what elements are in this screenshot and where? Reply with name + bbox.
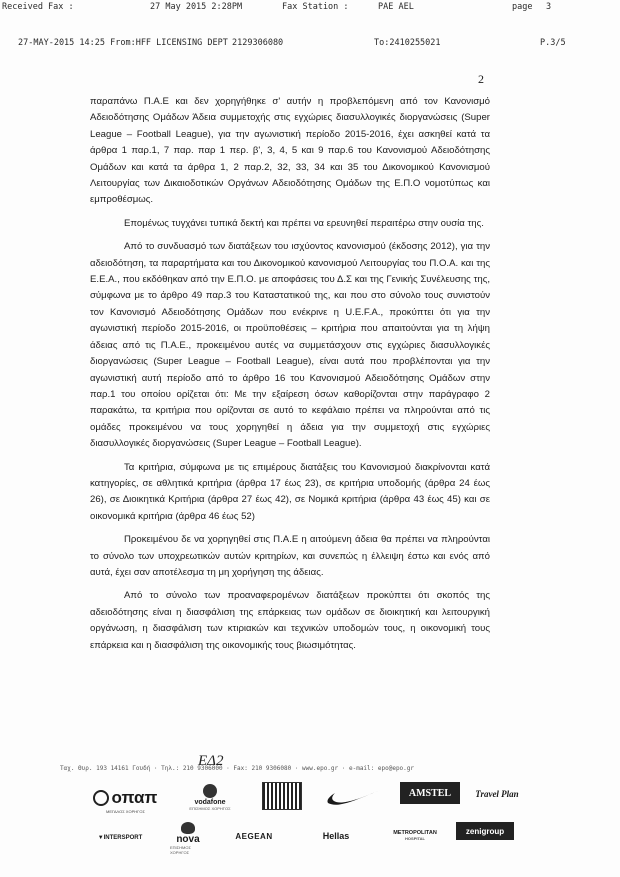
- aegean-wordmark: AEGEAN: [235, 831, 273, 841]
- nova-wordmark: nova: [176, 833, 200, 845]
- footer-address-text: Ταχ. Θυρ. 193 14161 Γουδή · Τηλ.: 210 9306000 · Fax: 210 9306080 · www.epo.gr · e-mail: epo@epo.gr: [60, 765, 415, 772]
- fax-station-name: PAE AEL: [378, 2, 414, 12]
- vodafone-speechmark-icon: [203, 784, 217, 798]
- vodafone-logo: [180, 780, 240, 814]
- opap-wordmark: οπαπ: [111, 788, 158, 807]
- paragraph: παραπάνω Π.Α.Ε και δεν χορηγήθηκε σ' αυτήν η προβλεπόμενη από τον Κανονισμό Αδειοδότησης Ομάδων Άδεια συμμετοχής στις εγχώριες διασυλλογικές διοργανώσεις (Super League – Football League), για την αγωνιστική περίοδο 2015-2016, έχει ασκηθεί κατά τα άρθρα 1 παρ.1, 7 παρ. παρ 1 περ. β', 3, 4, 5 και 9 παρ.6 του Κανονισμού Αδειοδότησης Ομάδων και κατά τα άρθρα 1, 2 παρ.2, 32, 33, 34 και 35 του Δικονομικού Κανονισμού Λειτουργίας των Δικαιοδοτικών Οργάνων Αδειοδότησης Ομάδων της Ε.Π.Ο νομοτύπως και εμπροθέσμως.: [90, 96, 490, 206]
- document-body: [90, 94, 490, 661]
- opap-circle-icon: [93, 790, 109, 806]
- paragraph: Προκειμένου δε να χορηγηθεί στις Π.Α.Ε η αιτούμενη άδεια θα πρέπει να πληρούνται το σύνολο των υποχρεωτικών αυτών κριτηρίων, και συνεπώς η έλλειψη έστω και ενός από αυτά, έχει σαν αποτέλεσμα τη μη χορήγηση της άδειας.: [90, 534, 490, 578]
- metropolitan-logo: [380, 822, 450, 848]
- fax-station-label: Fax Station :: [282, 2, 349, 12]
- fax-received-date: 27 May 2015 2:28PM: [150, 2, 243, 12]
- fax-transmission-line: [0, 38, 620, 52]
- fax-date-time: 27-MAY-2015 14:25 From:HFF LICENSING DEPT: [18, 38, 228, 48]
- page-number: 2: [478, 72, 484, 86]
- travel-plan-logo: Travel Plan: [475, 789, 519, 799]
- footer-address-strip: [60, 753, 550, 775]
- vodafone-sub: ΕΠΙΣΗΜΟΣ ΧΟΡΗΓΟΣ: [189, 805, 231, 811]
- hellas-wordmark: Hellas: [322, 831, 350, 841]
- fax-page-label: page: [512, 2, 533, 12]
- fax-page-num: 3: [546, 2, 552, 12]
- zenigroup-logo: zenigroup: [456, 822, 514, 840]
- paragraph: Επομένως τυγχάνει τυπικά δεκτή και πρέπει να ερευνηθεί περαιτέρω στην ουσία της.: [124, 217, 484, 229]
- metropolitan-sub: HOSPITAL: [405, 835, 425, 841]
- paragraph: Από το συνδυασμό των διατάξεων του ισχύοντος κανονισμού (έκδοσης 2012), για την αδειοδότηση, τα παραρτήματα και του Δικονομικού κανονισμού Λειτουργίας του Π.Ο.Α. και της Ε.Ε.Α., που εκδόθηκαν από την Ε.Π.Ο. με αποφάσεις του Δ.Σ και της Γενικής Συνέλευσης της, σύμφωνα με το άρθρο 49 παρ.3 του Καταστατικού της, και που στο σύνολο τους συνιστούν τον Κανονισμό Αδειοδότησης Ομάδων που ενέκρινε η U.E.F.A., προκύπτει ότι για την αγωνιστική περίοδο 2015-2016, οι προϋποθέσεις – κριτήρια που απαιτούνται για τη λήψη άδειας από τις Π.Α.Ε., προκειμένου αυτές να συμμετάσχουν στις εγχώριες διασυλλογικές διοργανώσεις (Super League – Football League), είναι αυτά που προβλέπονται για την αγωνιστική αυτή περίοδο από το άρθρο 16 του Κανονισμού Αδειοδότησης Ομάδων στην παρ.1 του οποίου ορίζεται ότι: Με την εξαίρεση όσων καθορίζονται στην παράγραφο 2 παρακάτω, τα κριτήρια που ορίζονται σε αυτό το κεφάλαιο πρέπει να πληρούνται από τις ομάδες προκειμένου να τους χορηγηθεί η άδεια για την συμμετοχή στις εγχώριες διασυλλογικές διοργανώσεις (Super League – Football League).: [90, 241, 490, 450]
- opap-sub: ΜΕΓΑΛΟΣ ΧΟΡΗΓΟΣ: [106, 809, 145, 814]
- fax-from-number: 2129306080: [232, 38, 284, 48]
- fax-to-number: To:2410255021: [374, 38, 441, 48]
- vodafone-wordmark: vodafone: [194, 798, 226, 806]
- hellas-logo: [306, 826, 366, 846]
- aegean-logo: [222, 826, 286, 846]
- metropolitan-wordmark: METROPOLITAN: [393, 829, 437, 836]
- opap-logo: [92, 782, 158, 814]
- fax-page-count: P.3/5: [540, 38, 566, 48]
- fax-received-label: Received Fax :: [2, 2, 74, 12]
- paragraph: Τα κριτήρια, σύμφωνα με τις επιμέρους διατάξεις του Κανονισμού διακρίνονται κατά κατηγορίες, σε αθλητικά κριτήρια (άρθρα 17 έως 23), σε κριτήρια υποδομής (άρθρα 24 έως 26), σε Διοικητικά Κριτήρια (άρθρα 27 έως 42), σε Νομικά κριτήρια (άρθρα 43 έως 45) και σε οικονομικά κριτήρια (άρθρα 46 έως 52): [90, 461, 490, 522]
- paragraph: Από το σύνολο των προαναφερομένων διατάξεων προκύπτει ότι σκοπός της αδειοδότησης είναι η διασφάλιση της επάρκειας των ομάδων σε διοικητική και λειτουργική οργάνωση, η διασφάλιση των κτιριακών και τεχνικών υποδομών τους, η οικονομική τους επάρκεια και η διασφάλιση της οικονομικής τους βιωσιμότητας.: [90, 590, 490, 651]
- nike-swoosh-icon: [325, 784, 385, 810]
- amstel-logo: AMSTEL: [400, 782, 460, 804]
- handwritten-initials: ΕΔ2: [198, 753, 224, 769]
- nova-logo: [170, 820, 206, 856]
- nova-sub: ΕΠΙΣΗΜΟΣ ΧΟΡΗΓΟΣ: [170, 844, 191, 855]
- sponsor-seal-logo: [262, 782, 302, 810]
- nova-mark-icon: [181, 822, 195, 834]
- intersport-logo: ▼INTERSPORT: [97, 835, 143, 841]
- fax-header: [0, 0, 620, 14]
